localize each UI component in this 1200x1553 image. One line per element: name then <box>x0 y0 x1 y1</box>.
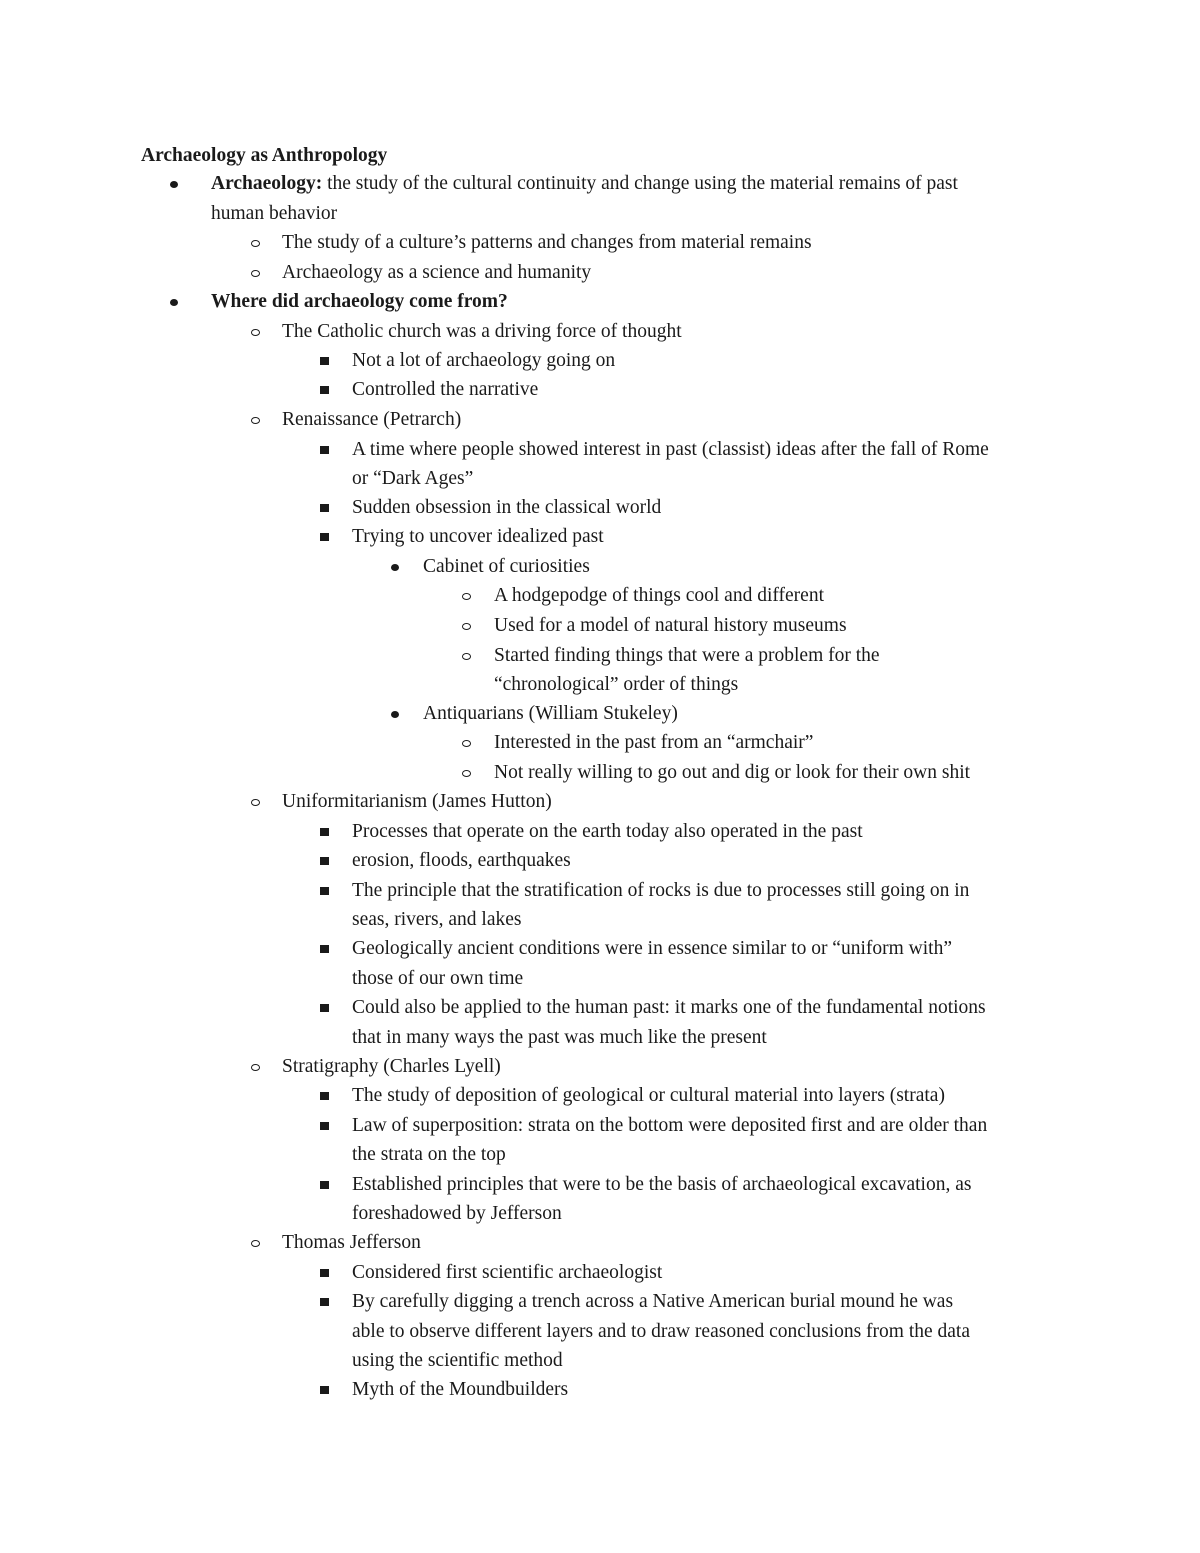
list-item-continuation <box>352 967 523 991</box>
list-item-text: Geologically ancient conditions were in essence similar to or “uniform with” <box>352 938 952 959</box>
list-item-text: the strata on the top <box>352 1144 506 1165</box>
list-item-continuation <box>494 673 738 697</box>
list-item <box>352 1290 953 1314</box>
list-item <box>282 231 812 255</box>
list-item-text: using the scientific method <box>352 1350 563 1371</box>
list-item-continuation <box>352 1026 767 1050</box>
list-item-text: Not a lot of archaeology going on <box>352 350 616 371</box>
bullet-circle-icon <box>245 1231 265 1255</box>
list-item-text: Trying to uncover idealized past <box>352 526 604 547</box>
list-item-text: The study of a culture’s patterns and changes from material remains <box>282 232 812 253</box>
list-item <box>352 525 604 549</box>
list-item <box>282 320 682 344</box>
bullet-square-icon <box>314 349 334 373</box>
bullet-square-icon <box>314 1261 334 1285</box>
list-item <box>282 790 552 814</box>
list-item-continuation <box>352 908 521 932</box>
bullet-disc-icon <box>385 702 405 726</box>
list-item-text: Cabinet of curiosities <box>423 556 590 577</box>
bullet-square-icon <box>314 438 334 462</box>
list-item-text: Sudden obsession in the classical world <box>352 497 662 518</box>
list-item-text: Used for a model of natural history museums <box>494 615 847 636</box>
list-item-text: the study of the cultural continuity and change using the material remains of past <box>322 173 958 194</box>
list-item <box>494 614 847 638</box>
bullet-disc-icon <box>164 290 184 314</box>
list-item-continuation <box>352 1349 563 1373</box>
bullet-square-icon <box>314 496 334 520</box>
list-item-text: Stratigraphy (Charles Lyell) <box>282 1056 501 1077</box>
list-item-text: The Catholic church was a driving force of thought <box>282 321 682 342</box>
bullet-square-icon <box>314 879 334 903</box>
list-item-text: that in many ways the past was much like the present <box>352 1027 767 1048</box>
list-item <box>352 349 615 373</box>
list-item-text: erosion, floods, earthquakes <box>352 850 571 871</box>
list-item <box>352 438 989 462</box>
list-item <box>352 849 571 873</box>
bullet-circle-icon <box>456 731 476 755</box>
bullet-square-icon <box>314 1114 334 1138</box>
list-item-text: The principle that the stratification of rocks is due to processes still going on in <box>352 880 970 901</box>
bullet-circle-icon <box>245 261 265 285</box>
list-item <box>282 1055 501 1079</box>
list-item <box>352 496 661 520</box>
list-item <box>494 584 824 608</box>
list-item-text: Considered first scientific archaeologist <box>352 1262 663 1283</box>
list-item <box>352 1084 945 1108</box>
list-item-text: Started finding things that were a problem for the <box>494 645 880 666</box>
list-item-text: Law of superposition: strata on the bottom were deposited first and are older than <box>352 1115 988 1136</box>
bullet-square-icon <box>314 1378 334 1402</box>
bullet-circle-icon <box>456 614 476 638</box>
bullet-square-icon <box>314 1173 334 1197</box>
list-item-text: A time where people showed interest in past (classist) ideas after the fall of Rome <box>352 439 989 460</box>
list-item-text: Myth of the Moundbuilders <box>352 1379 569 1400</box>
list-item-text: or “Dark Ages” <box>352 468 474 489</box>
bullet-circle-icon <box>245 320 265 344</box>
bullet-circle-icon <box>456 761 476 785</box>
list-item-text: A hodgepodge of things cool and different <box>494 585 824 606</box>
list-item <box>211 290 508 314</box>
list-item <box>423 555 590 579</box>
list-item <box>352 937 952 961</box>
list-item <box>352 879 969 903</box>
bullet-square-icon <box>314 937 334 961</box>
list-item-text: Interested in the past from an “armchair” <box>494 732 814 753</box>
list-item <box>494 731 813 755</box>
list-item <box>211 172 958 196</box>
list-item <box>352 1378 568 1402</box>
list-item-text: human behavior <box>211 203 338 224</box>
list-item-continuation <box>352 1143 506 1167</box>
list-item-text: The study of deposition of geological or cultural material into layers (strata) <box>352 1085 945 1106</box>
list-item-term: Archaeology: <box>211 173 323 194</box>
list-item-text: those of our own time <box>352 968 524 989</box>
list-item-continuation <box>211 202 337 226</box>
bullet-square-icon <box>314 849 334 873</box>
bullet-circle-icon <box>456 584 476 608</box>
list-item-continuation <box>352 1320 970 1344</box>
list-item-text: Archaeology as a science and humanity <box>282 262 592 283</box>
list-item-continuation <box>352 1202 562 1226</box>
list-item <box>352 820 863 844</box>
list-item-text: seas, rivers, and lakes <box>352 909 522 930</box>
list-item <box>352 1261 662 1285</box>
list-item-text: Could also be applied to the human past: it marks one of the fundamental notions <box>352 997 986 1018</box>
list-item <box>494 644 880 668</box>
bullet-circle-icon <box>456 644 476 668</box>
bullet-square-icon <box>314 996 334 1020</box>
list-item-text: Not really willing to go out and dig or look for their own shit <box>494 762 971 783</box>
list-item-text: Thomas Jefferson <box>282 1232 421 1253</box>
list-item <box>423 702 678 726</box>
list-item-text: Antiquarians (William Stukeley) <box>423 703 678 724</box>
list-item <box>352 996 986 1020</box>
bullet-square-icon <box>314 525 334 549</box>
list-item-text: Where did archaeology come from? <box>211 291 508 312</box>
list-item <box>352 1173 971 1197</box>
list-item <box>282 261 591 285</box>
list-item <box>352 378 538 402</box>
bullet-circle-icon <box>245 1055 265 1079</box>
list-item-text: able to observe different layers and to draw reasoned conclusions from the data <box>352 1321 971 1342</box>
list-item <box>282 408 461 432</box>
list-item-text: Uniformitarianism (James Hutton) <box>282 791 552 812</box>
bullet-square-icon <box>314 378 334 402</box>
bullet-disc-icon <box>164 172 184 196</box>
list-item-text: Established principles that were to be the basis of archaeological excavation, as <box>352 1174 972 1195</box>
list-item-text: “chronological” order of things <box>494 674 739 695</box>
bullet-square-icon <box>314 820 334 844</box>
list-item-text: By carefully digging a trench across a Native American burial mound he was <box>352 1291 954 1312</box>
list-item-text: Controlled the narrative <box>352 379 539 400</box>
bullet-circle-icon <box>245 790 265 814</box>
bullet-square-icon <box>314 1290 334 1314</box>
list-item-text: Renaissance (Petrarch) <box>282 409 462 430</box>
list-item <box>352 1114 987 1138</box>
list-item-text: Processes that operate on the earth today also operated in the past <box>352 821 863 842</box>
bullet-circle-icon <box>245 231 265 255</box>
bullet-circle-icon <box>245 408 265 432</box>
list-item-continuation <box>352 467 473 491</box>
list-item <box>282 1231 421 1255</box>
bullet-disc-icon <box>385 555 405 579</box>
list-item-text: foreshadowed by Jefferson <box>352 1203 562 1224</box>
list-item <box>494 761 970 785</box>
document-title: Archaeology as Anthropology <box>141 145 388 166</box>
bullet-square-icon <box>314 1084 334 1108</box>
